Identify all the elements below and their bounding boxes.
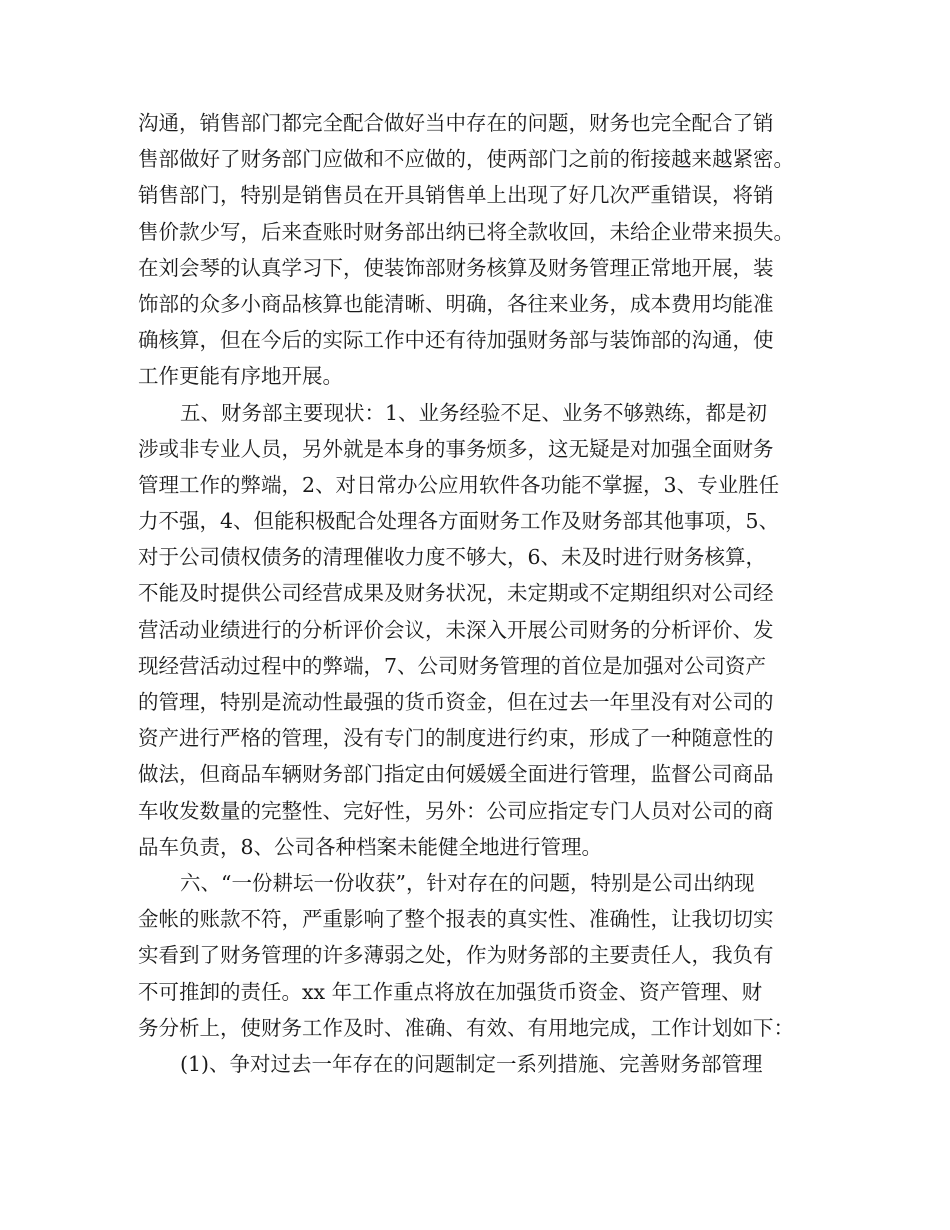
- text-line: 不能及时提供公司经营成果及财务状况，未定期或不定期组织对公司经: [138, 581, 774, 606]
- text-line: 涉或非专业人员，另外就是本身的事务烦多，这无疑是对加强全面财务: [138, 436, 774, 461]
- text-line: 在刘会琴的认真学习下，使装饰部财务核算及财务管理正常地开展，装: [138, 255, 774, 280]
- text-line: 确核算，但在今后的实际工作中还有待加强财务部与装饰部的沟通，使: [138, 328, 774, 353]
- text-line: 售价款少写，后来查账时财务部出纳已将全款收回，未给企业带来损失。: [138, 219, 794, 244]
- text-line: 销售部门，特别是销售员在开具销售单上出现了好几次严重错误，将销: [138, 183, 774, 208]
- text-line: 对于公司债权债务的清理催收力度不够大，6、未及时进行财务核算，: [138, 545, 767, 570]
- text-line: 不可推卸的责任。xx 年工作重点将放在加强货币资金、资产管理、财: [138, 979, 763, 1004]
- text-line: 饰部的众多小商品核算也能清晰、明确，各往来业务，成本费用均能准: [138, 291, 774, 316]
- text-line: 营活动业绩进行的分析评价会议，未深入开展公司财务的分析评价、发: [138, 617, 774, 642]
- text-line: 务分析上，使财务工作及时、准确、有效、有用地完成，工作计划如下：: [138, 1015, 794, 1040]
- text-line: 品车负责，8、公司各种档案未能健全地进行管理。: [138, 834, 603, 859]
- text-line: 做法，但商品车辆财务部门指定由何媛媛全面进行管理，监督公司商品: [138, 762, 774, 787]
- text-line: 资产进行严格的管理，没有专门的制度进行约束，形成了一种随意性的: [138, 726, 774, 751]
- text-line: 六、“一份耕坛一份收获”，针对存在的问题，特别是公司出纳现: [180, 870, 755, 895]
- text-line: 力不强，4、但能积极配合处理各方面财务工作及财务部其他事项，5、: [138, 509, 780, 534]
- text-line: 沟通，销售部门都完全配合做好当中存在的问题，财务也完全配合了销: [138, 111, 774, 135]
- text-line: (1)、争对过去一年存在的问题制定一系列措施、完善财务部管理: [180, 1051, 763, 1076]
- text-line: 现经营活动过程中的弊端，7、公司财务管理的首位是加强对公司资产: [138, 653, 767, 678]
- text-line: 售部做好了财务部门应做和不应做的，使两部门之前的衔接越来越紧密。: [138, 147, 794, 172]
- text-line: 金帐的账款不符，严重影响了整个报表的真实性、准确性，让我切切实: [138, 907, 774, 932]
- text-line: 车收发数量的完整性、完好性，另外：公司应指定专门人员对公司的商: [138, 798, 774, 823]
- text-line: 工作更能有序地开展。: [138, 364, 343, 389]
- document-body: [138, 105, 828, 1082]
- text-line: 管理工作的弊端，2、对日常办公应用软件各功能不掌握，3、专业胜任: [138, 472, 780, 497]
- text-line: 的管理，特别是流动性最强的货币资金，但在过去一年里没有对公司的: [138, 690, 774, 714]
- text-line: 实看到了财务管理的许多薄弱之处，作为财务部的主要责任人，我负有: [138, 943, 774, 968]
- text-line: 五、财务部主要现状：1、业务经验不足、业务不够熟练，都是初: [180, 400, 768, 425]
